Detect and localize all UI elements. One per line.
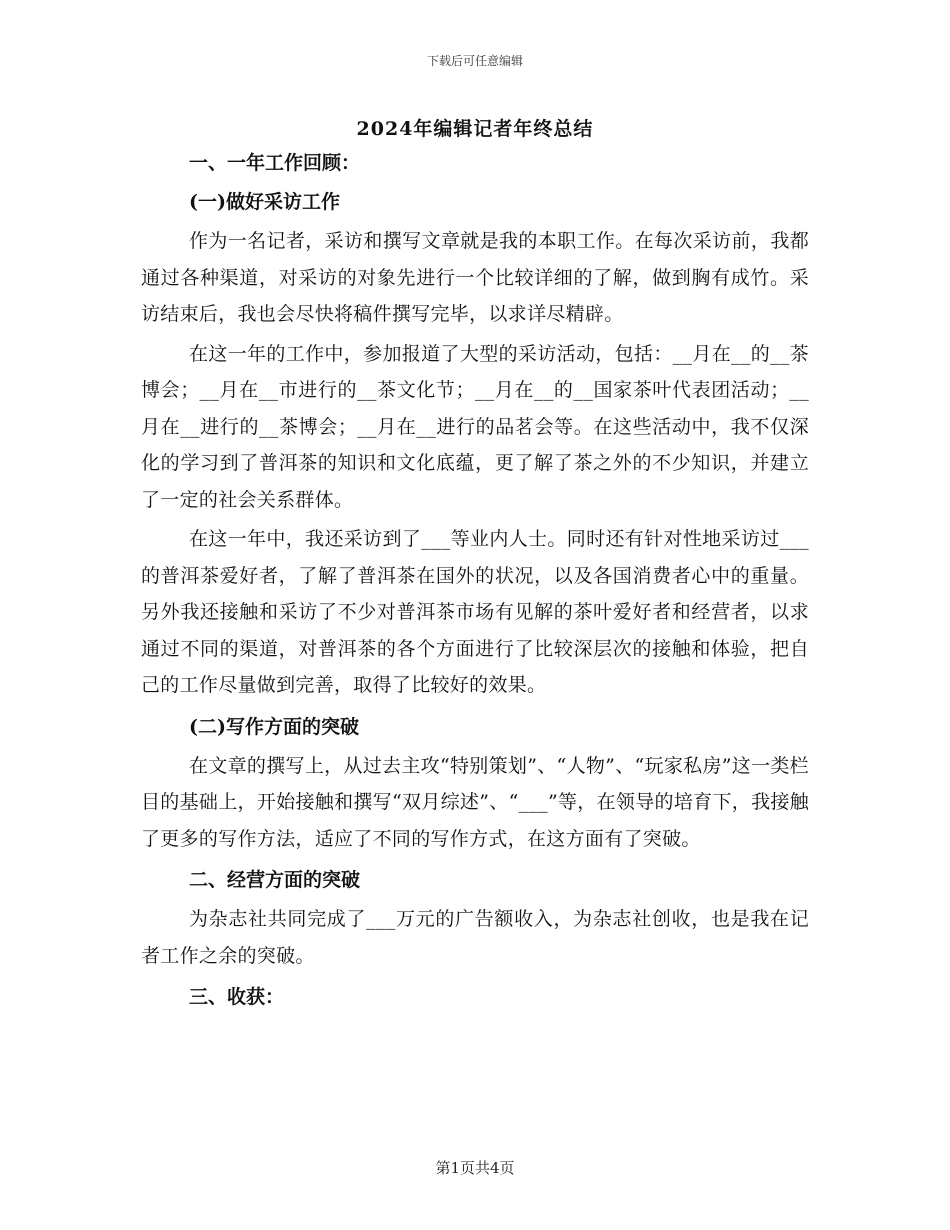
section-heading-2: 二、经营方面的突破 bbox=[189, 869, 361, 891]
page-footer: 第1页共4页 bbox=[435, 1159, 515, 1177]
paragraph-5: 为杂志社共同完成了___万元的广告额收入，为杂志社创收，也是我在记者工作之余的突破。 bbox=[141, 908, 809, 967]
document-title: 2024年编辑记者年终总结 bbox=[356, 118, 594, 140]
paragraph-2: 在这一年的工作中，参加报道了大型的采访活动，包括：__月在__的__茶博会；__月在__市进行的__茶文化节；__月在__的__国家茶叶代表团活动；__月在__进行的__茶博会；__月在__进行的品茗会等。在这些活动中，我不仅深化的学习到了普洱茶的知识和文化底蕴，更了解了茶之外的不少知识，并建立了一定的社会关系群体。 bbox=[141, 342, 809, 511]
section-heading-1: 一、一年工作回顾： bbox=[189, 152, 361, 174]
document-body bbox=[141, 146, 809, 1018]
section-heading-3: 三、收获： bbox=[189, 986, 285, 1008]
subsection-heading-2: (二)写作方面的突破 bbox=[189, 715, 359, 738]
paragraph-3: 在这一年中，我还采访到了___等业内人士。同时还有针对性地采访过___的普洱茶爱好者，了解了普洱茶在国外的状况，以及各国消费者心中的重量。另外我还接触和采访了不少对普洱茶市场有见解的茶叶爱好者和经营者，以求通过不同的渠道，对普洱茶的各个方面进行了比较深层次的接触和体验，把自己的工作尽量做到完善，取得了比较好的效果。 bbox=[141, 528, 809, 696]
paragraph-4: 在文章的撰写上，从过去主攻“特别策划”、“人物”、“玩家私房”这一类栏目的基础上，开始接触和撰写“双月综述”、“___”等，在领导的培育下，我接触了更多的写作方法，适应了不同的写作方式，在这方面有了突破。 bbox=[141, 754, 809, 850]
page-header: 下载后可任意编辑 bbox=[426, 54, 523, 68]
subsection-heading-1: (一)做好采访工作 bbox=[189, 191, 340, 213]
paragraph-1: 作为一名记者，采访和撰写文章就是我的本职工作。在每次采访前，我都通过各种渠道，对采访的对象先进行一个比较详细的了解，做到胸有成竹。采访结束后，我也会尽快将稿件撰写完毕，以求详尽精辟。 bbox=[141, 230, 809, 325]
